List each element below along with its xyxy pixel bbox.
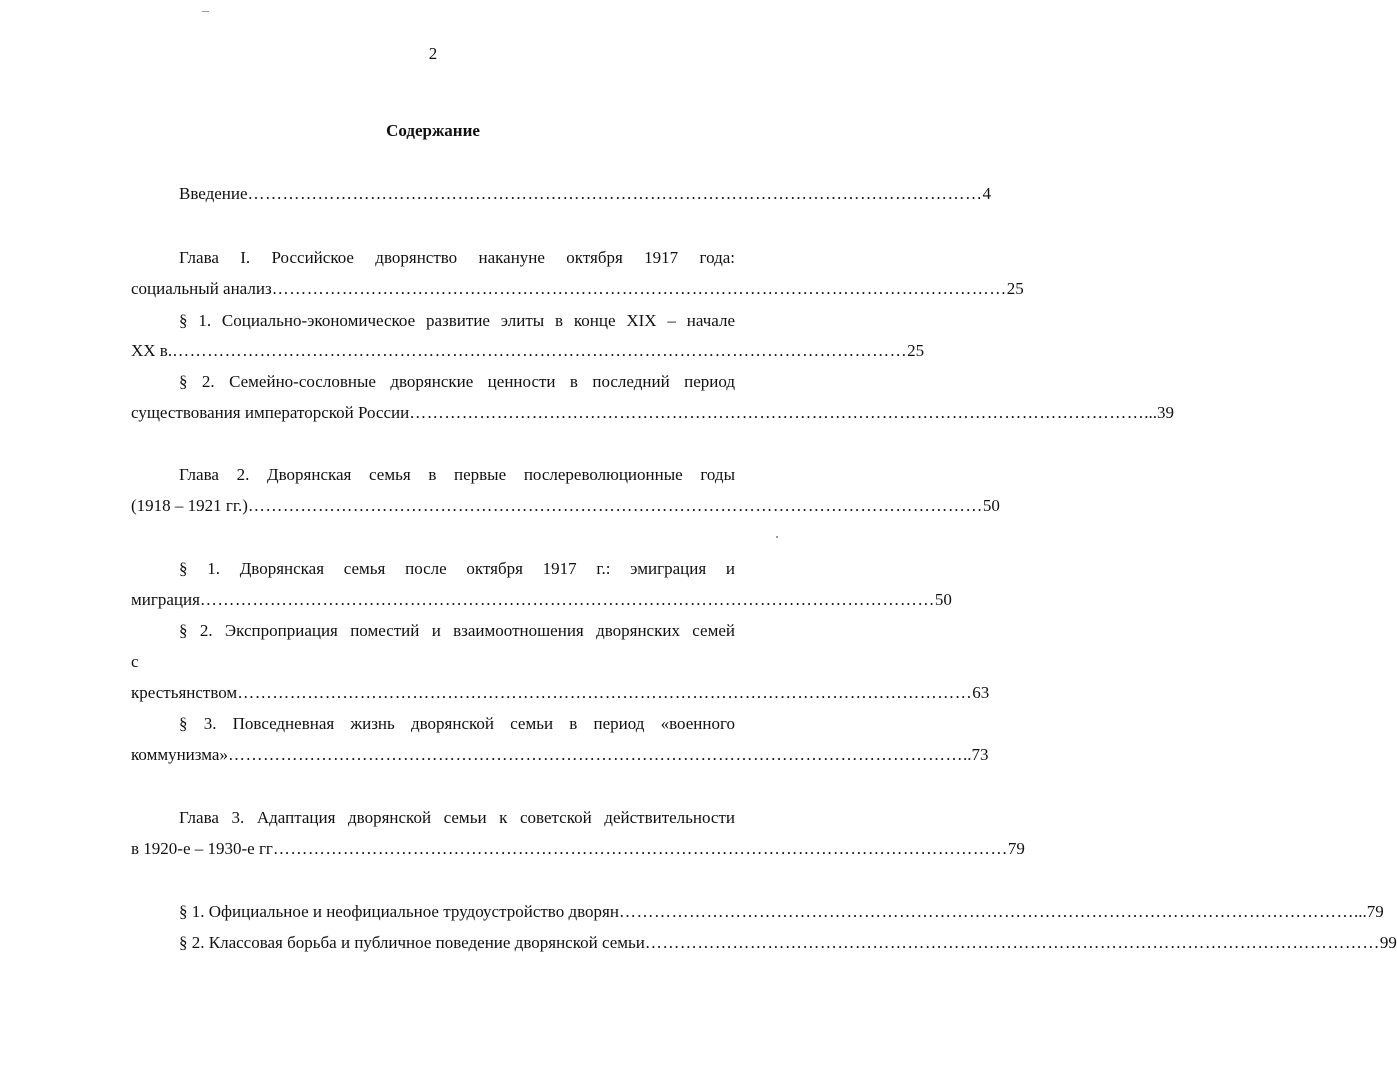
toc-page-number: 50: [934, 590, 952, 609]
toc-entry-text: (1918 – 1921 гг.): [131, 496, 248, 515]
toc-page-number: 50: [982, 496, 1000, 515]
toc-entry-text: в 1920-е – 1930-е гг: [131, 839, 273, 858]
toc-page-number: 99: [1379, 933, 1397, 952]
scan-speck: [776, 536, 778, 538]
toc-entry-text: социальный анализ: [131, 279, 272, 298]
toc-page-number: 4: [982, 184, 992, 203]
toc-section-1-1-end[interactable]: [131, 341, 925, 361]
toc-section-1-2-end[interactable]: [131, 403, 1174, 423]
toc-entry-text: миграция: [131, 590, 200, 609]
toc-page-number: 25: [1006, 279, 1024, 298]
dot-leader: ………………………………………………………………………………………………………………: [172, 341, 908, 360]
toc-section-3-1[interactable]: [179, 902, 1384, 922]
toc-chapter-3-end[interactable]: [131, 839, 1025, 859]
toc-section-2-3-title[interactable]: § 3. Повседневная жизнь дворянской семьи в период «военного: [179, 714, 735, 733]
toc-entry-text: § 1. Официальное и неофициальное трудоустройство дворян: [179, 902, 619, 921]
dot-leader: ………………………………………………………………………………………………………………: [237, 683, 973, 702]
toc-entry-text: коммунизма»: [131, 745, 228, 764]
toc-entry-text: XX в.: [131, 341, 173, 360]
page-title: Содержание: [386, 121, 480, 140]
dot-leader: ………………………………………………………………………………………………………………: [409, 403, 1145, 422]
toc-chapter-2-title[interactable]: Глава 2. Дворянская семья в первые послереволюционные годы: [179, 465, 735, 484]
toc-entry-text: § 2. Классовая борьба и публичное поведение дворянской семьи: [179, 933, 645, 952]
toc-chapter-2-end[interactable]: [131, 496, 1000, 516]
toc-entry-introduction[interactable]: [179, 184, 992, 204]
toc-chapter-1-title[interactable]: Глава I. Российское дворянство накануне октября 1917 года:: [179, 248, 735, 267]
dot-leader: ………………………………………………………………………………………………………………: [644, 933, 1380, 952]
toc-page-number: ...79: [1353, 902, 1384, 921]
toc-entry-text: Введение: [179, 184, 248, 203]
toc-section-2-3-end[interactable]: [131, 745, 989, 765]
toc-page-number: 25: [907, 341, 925, 360]
dot-leader: ………………………………………………………………………………………………………………: [247, 496, 983, 515]
dot-leader: ………………………………………………………………………………………………………………: [271, 279, 1007, 298]
dot-leader: ………………………………………………………………………………………………………………: [227, 745, 963, 764]
toc-page-number: 79: [1007, 839, 1025, 858]
toc-entry-text: существования императорской России: [131, 403, 410, 422]
dot-leader: ………………………………………………………………………………………………………………: [272, 839, 1008, 858]
toc-section-2-1-title[interactable]: § 1. Дворянская семья после октября 1917 г.: эмиграция и: [179, 559, 735, 578]
scan-speck: [202, 11, 209, 12]
toc-page-number: 63: [972, 683, 990, 702]
toc-chapter-1-end[interactable]: [131, 279, 1024, 299]
toc-page-number: ..73: [962, 745, 989, 764]
dot-leader: ………………………………………………………………………………………………………………: [618, 902, 1354, 921]
toc-section-2-2-title[interactable]: § 2. Экспроприация поместий и взаимоотношения дворянских семей: [179, 621, 735, 640]
toc-section-2-2-continuation: с: [131, 652, 139, 671]
dot-leader: ………………………………………………………………………………………………………………: [247, 184, 983, 203]
toc-section-2-2-end[interactable]: [131, 683, 990, 703]
toc-chapter-3-title[interactable]: Глава 3. Адаптация дворянской семьи к советской действительности: [179, 808, 735, 827]
toc-page-number: ...39: [1144, 403, 1174, 422]
toc-section-3-2[interactable]: [179, 933, 1397, 953]
toc-section-2-1-end[interactable]: [131, 590, 952, 610]
page-number: 2: [428, 44, 438, 63]
toc-section-1-1-title[interactable]: § 1. Социально-экономическое развитие элиты в конце XIX – начале: [179, 311, 735, 330]
toc-entry-text: крестьянством: [131, 683, 238, 702]
toc-section-1-2-title[interactable]: § 2. Семейно-сословные дворянские ценности в последний период: [179, 372, 735, 391]
dot-leader: ………………………………………………………………………………………………………………: [199, 590, 935, 609]
